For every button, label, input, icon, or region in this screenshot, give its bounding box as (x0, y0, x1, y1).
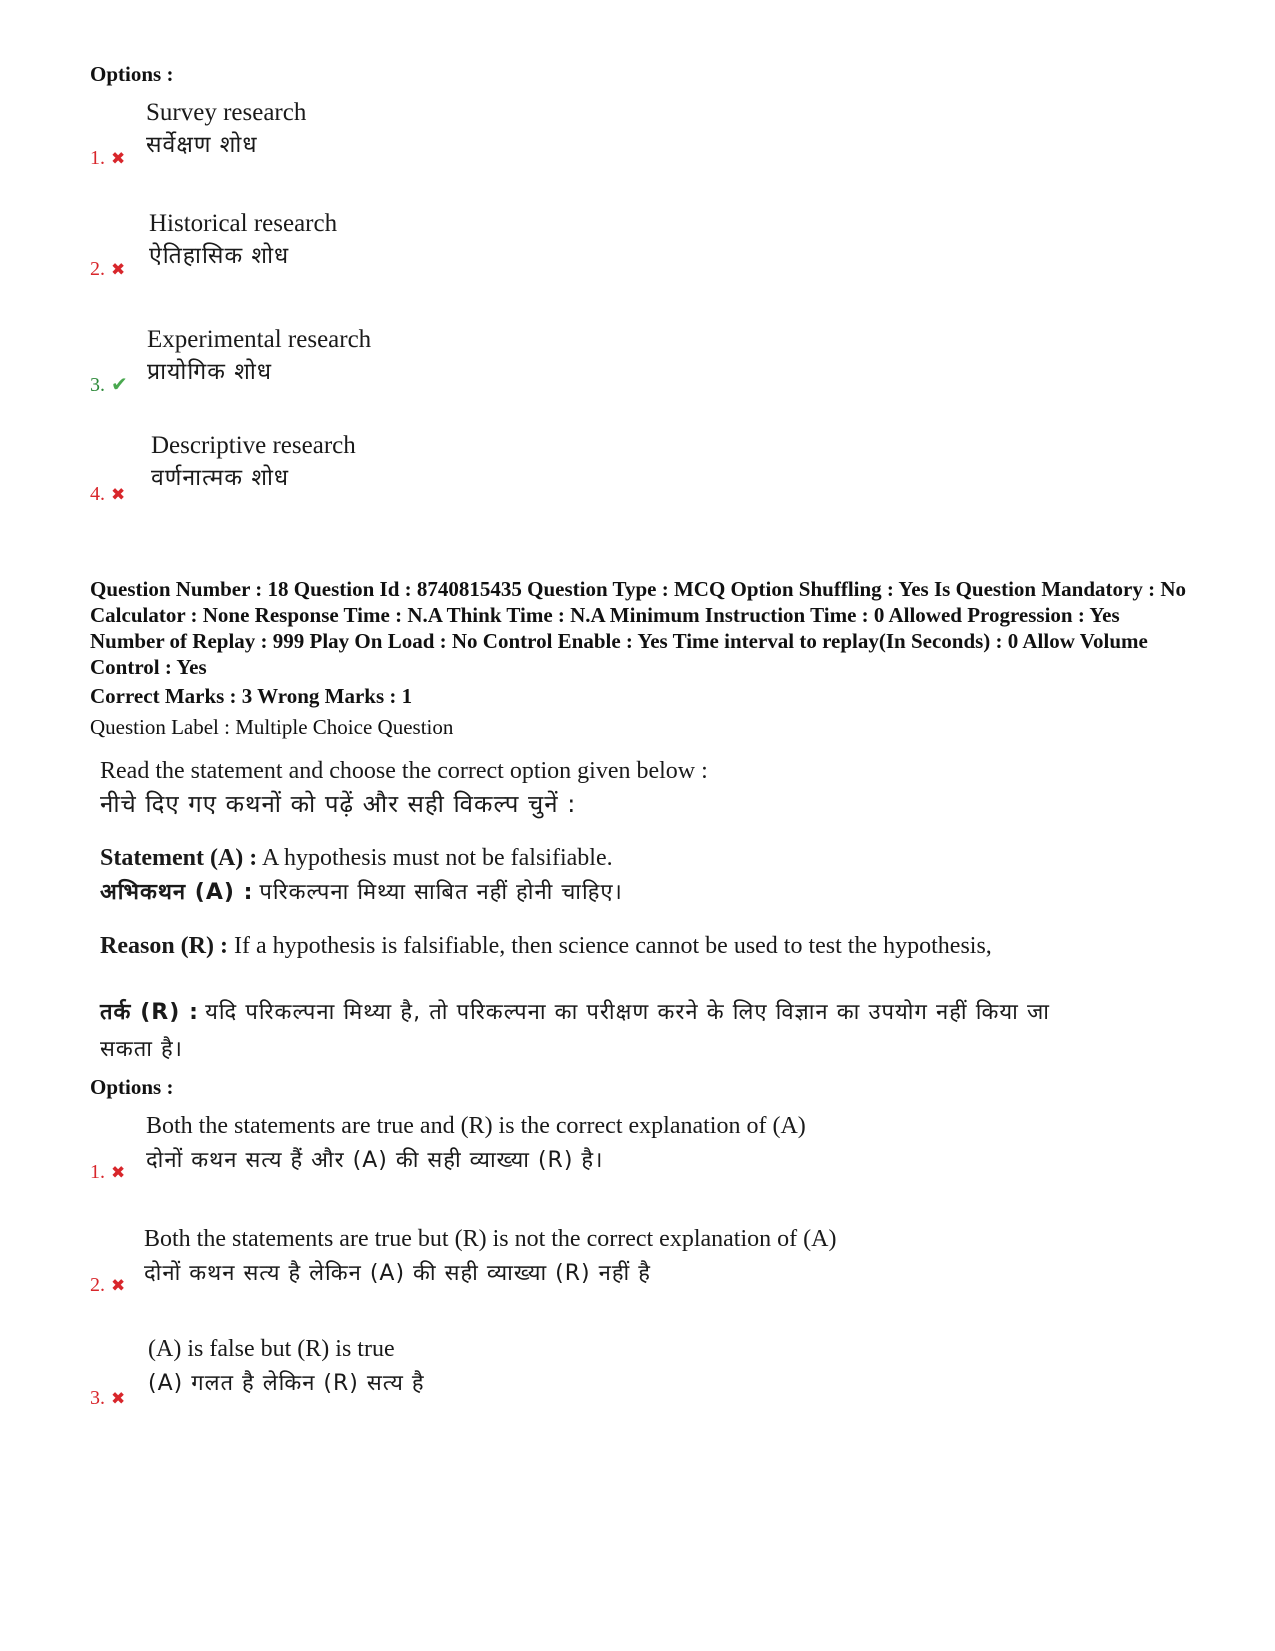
reason-label: तर्क (R) : (100, 1000, 199, 1025)
statement-text: परिकल्पना मिथ्या साबित नहीं होनी चाहिए। (259, 880, 623, 905)
reason-label: Reason (R) : (100, 933, 228, 959)
cross-icon: ✖ (111, 260, 126, 279)
cross-icon: ✖ (111, 149, 126, 168)
option-text-hi: वर्णनात्मक शोध (151, 465, 290, 491)
question-label: Question Label : Multiple Choice Question (90, 715, 454, 739)
cross-icon: ✖ (111, 1163, 126, 1182)
reason-text: If a hypothesis is falsifiable, then science cannot be used to test the hypothesis, (233, 933, 992, 959)
reason-r-en (100, 930, 1050, 963)
statement-label: अभिकथन (A) : (100, 880, 254, 905)
option-number: 3. (90, 1387, 105, 1409)
option-text-hi: दोनों कथन सत्य है लेकिन (A) की सही व्याख्या (R) नहीं है (144, 1261, 651, 1286)
cross-icon: ✖ (111, 485, 126, 504)
question-instruction-hi: नीचे दिए गए कथनों को पढ़ें और सही विकल्प चुनें : (100, 790, 577, 818)
option-number: 2. (90, 1274, 105, 1296)
options-heading: Options : (90, 62, 174, 86)
option-text-en: Both the statements are true and (R) is the correct explanation of (A) (146, 1113, 806, 1139)
options-heading: Options : (90, 1075, 174, 1099)
option-text-hi: प्रायोगिक शोध (147, 359, 272, 385)
option-number: 2. (90, 258, 105, 280)
option-text-en: Both the statements are true but (R) is not the correct explanation of (A) (144, 1226, 837, 1252)
option-text-hi: ऐतिहासिक शोध (149, 243, 290, 269)
option-text-en: Experimental research (147, 326, 372, 353)
check-icon: ✔ (111, 374, 128, 396)
question-meta: Question Number : 18 Question Id : 8740815435 Question Type : MCQ Option Shuffling : Yes Is Question Mandatory : No Calculator : None Response Time : N.A Think Time : N.A Minimum Instruction Time : 0 Allowed Progression : Yes Number of Replay : 999 Play On Load : No Control Enable : Yes Time interval to replay(In Seconds) : 0 Allow Volume Control : Yes (90, 577, 1186, 679)
option-number: 1. (90, 147, 105, 169)
option-number: 4. (90, 483, 105, 505)
option-number: 3. (90, 374, 105, 396)
option-text-hi: दोनों कथन सत्य हैं और (A) की सही व्याख्या (R) है। (146, 1148, 604, 1173)
cross-icon: ✖ (111, 1389, 126, 1408)
reason-text: यदि परिकल्पना मिथ्या है, तो परिकल्पना का परीक्षण करने के लिए विज्ञान का उपयोग नहीं किया जा सकता है। (100, 1000, 1051, 1062)
option-text-en: Historical research (149, 210, 338, 237)
option-text-hi: सर्वेक्षण शोध (146, 132, 258, 158)
option-number: 1. (90, 1161, 105, 1183)
question-marks: Correct Marks : 3 Wrong Marks : 1 (90, 684, 413, 708)
statement-a-en (100, 842, 1085, 875)
statement-a-hi (100, 876, 1085, 909)
option-text-en: Survey research (146, 99, 307, 126)
option-text-en: (A) is false but (R) is true (148, 1336, 395, 1362)
option-text-hi: (A) गलत है लेकिन (R) सत्य है (148, 1371, 425, 1396)
statement-text: A hypothesis must not be falsifiable. (261, 845, 613, 871)
reason-r-hi (100, 994, 1050, 1068)
statement-label: Statement (A) : (100, 845, 258, 871)
cross-icon: ✖ (111, 1276, 126, 1295)
question-instruction-en: Read the statement and choose the correct option given below : (100, 758, 708, 784)
option-text-en: Descriptive research (151, 432, 356, 459)
